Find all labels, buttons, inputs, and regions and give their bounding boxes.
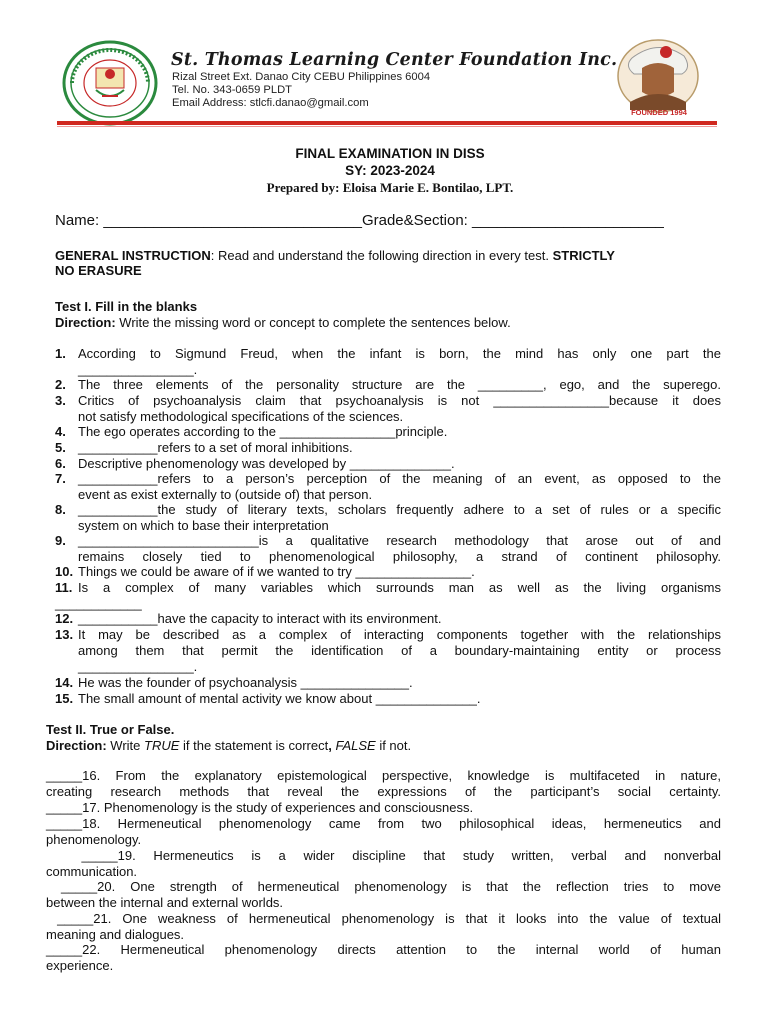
- fill-blank-question-line: The three elements of the personality structure are the _________, ego, and the superego.: [78, 377, 721, 392]
- school-address: Rizal Street Ext. Danao City CEBU Philippines 6004: [172, 71, 431, 83]
- fill-blank-question-line: He was the founder of psychoanalysis _______________.: [78, 675, 413, 690]
- fill-blank-question-line: According to Sigmund Freud, when the infant is born, the mind has only one part the: [78, 346, 721, 361]
- test2-direction-label: Direction:: [46, 738, 107, 753]
- test2-direction-post: if not.: [375, 738, 412, 753]
- test2-direction-comma: ,: [328, 738, 332, 753]
- true-false-question-line: _____21. One weakness of hermeneutical phenomenology is that it looks into the value of textual: [46, 911, 721, 926]
- general-instruction-text: : Read and understand the following direction in every test.: [210, 248, 553, 263]
- true-false-question-line: communication.: [46, 864, 138, 879]
- name-grade-field[interactable]: Name: _______________________________Grade&Section: _______________________: [55, 212, 664, 229]
- fill-blank-question-line: It may be described as a complex of interacting components together with the relationships: [78, 627, 721, 642]
- item-number: 3.: [55, 393, 66, 408]
- test2-direction: [46, 738, 411, 754]
- fill-blank-question-line: ____________: [55, 596, 142, 611]
- item-number: 12.: [55, 611, 74, 626]
- prepared-by: Prepared by: Eloisa Marie E. Bontilao, LPT.: [266, 180, 514, 195]
- fill-blank-question-line: The small amount of mental activity we know about ______________.: [78, 691, 481, 706]
- exam-title: FINAL EXAMINATION IN DISS: [295, 146, 485, 161]
- fill-blank-question-line: _________________________is a qualitative research methodology that arose out of and: [78, 533, 721, 548]
- item-number: 4.: [55, 424, 66, 439]
- item-number: 15.: [55, 691, 74, 706]
- school-seal-logo: [62, 40, 158, 126]
- item-number: 10.: [55, 564, 74, 579]
- test1-direction: [55, 315, 511, 331]
- item-number: 1.: [55, 346, 66, 361]
- test1-direction-label: Direction:: [55, 315, 116, 330]
- test2-title: Test II. True or False.: [46, 722, 175, 737]
- true-false-question-line: _____22. Hermeneutical phenomenology directs attention to the internal world of human: [46, 942, 721, 957]
- fill-blank-question-line: ___________refers to a set of moral inhibitions.: [78, 440, 353, 455]
- fill-blank-question-line: not satisfy methodological specifications of the sciences.: [78, 409, 404, 424]
- fill-blank-question-line: ___________the study of literary texts, scholars frequently adhere to a set of rules or a specific: [78, 502, 721, 517]
- item-number: 13.: [55, 627, 74, 642]
- item-number: 9.: [55, 533, 66, 548]
- general-instruction-label: GENERAL INSTRUCTION: [55, 248, 211, 263]
- fill-blank-question-line: Is a complex of many variables which surrounds man as well as the living organisms: [78, 580, 721, 595]
- item-number: 6.: [55, 456, 66, 471]
- fill-blank-question-line: Things we could be aware of if we wanted to try ________________.: [78, 564, 475, 579]
- true-false-question-line: _____16. From the explanatory epistemological perspective, knowledge is multifaceted in nature,: [46, 768, 721, 783]
- fill-blank-question-line: ___________have the capacity to interact with its environment.: [78, 611, 442, 626]
- item-number: 7.: [55, 471, 66, 486]
- header-divider: [57, 121, 717, 125]
- test2-direction-true: TRUE: [144, 738, 180, 753]
- fill-blank-question-line: Critics of psychoanalysis claim that psychoanalysis is not ________________because it does: [78, 393, 721, 408]
- item-number: 5.: [55, 440, 66, 455]
- item-number: 8.: [55, 502, 66, 517]
- true-false-question-line: _____20. One strength of hermeneutical phenomenology is that the reflection tries to move: [46, 879, 721, 894]
- true-false-question-line: between the internal and external worlds.: [46, 895, 284, 910]
- true-false-question-line: _____17. Phenomenology is the study of experiences and consciousness.: [46, 800, 474, 815]
- true-false-question-line: phenomenology.: [46, 832, 142, 847]
- fill-blank-question-line: system on which to base their interpretation: [78, 518, 329, 533]
- school-name: St. Thomas Learning Center Foundation Inc.: [171, 50, 618, 70]
- item-number: 14.: [55, 675, 74, 690]
- test1-title: Test I. Fill in the blanks: [55, 299, 198, 314]
- true-false-question-line: creating research methods that reveal the expressions of the participant’s social certainty.: [46, 784, 721, 799]
- fill-blank-question-line: ___________refers to a person’s perception of the meaning of an event, as opposed to the: [78, 471, 721, 486]
- header-divider-shadow: [57, 126, 717, 127]
- fill-blank-question-line: Descriptive phenomenology was developed by ______________.: [78, 456, 455, 471]
- school-year: SY: 2023-2024: [345, 163, 435, 178]
- test2-direction-mid: if the statement is correct: [179, 738, 329, 753]
- general-instruction-emphasis-2: NO ERASURE: [55, 263, 142, 278]
- school-email: Email Address: stlcfi.danao@gmail.com: [172, 97, 369, 109]
- school-telephone: Tel. No. 343-0659 PLDT: [172, 84, 293, 96]
- true-false-question-line: experience.: [46, 958, 114, 973]
- item-number: 11.: [55, 580, 73, 595]
- fill-blank-question-line: remains closely tied to phenomenological philosophy, a strand of continent philosophy.: [78, 549, 721, 564]
- true-false-question-line: _____19. Hermeneutics is a wider discipline that study written, verbal and nonverbal: [46, 848, 721, 863]
- test2-direction-pre: Write: [106, 738, 144, 753]
- founded-year: FOUNDED 1994: [631, 108, 687, 117]
- test2-direction-false: FALSE: [331, 738, 376, 753]
- true-false-question-line: _____18. Hermeneutical phenomenology came from two philosophical ideas, hermeneutics and: [46, 816, 721, 831]
- general-instruction: [55, 248, 615, 264]
- fill-blank-question-line: among them that permit the identification of a boundary-maintaining entity or process: [78, 643, 721, 658]
- fill-blank-question-line: The ego operates according to the ________________principle.: [78, 424, 448, 439]
- general-instruction-emphasis: STRICTLY: [552, 248, 615, 263]
- true-false-question-line: meaning and dialogues.: [46, 927, 185, 942]
- fill-blank-question-line: ________________.: [78, 362, 198, 377]
- test1-direction-text: Write the missing word or concept to complete the sentences below.: [115, 315, 511, 330]
- item-number: 2.: [55, 377, 66, 392]
- fill-blank-question-line: event as exist externally to (outside of) that person.: [78, 487, 373, 502]
- fill-blank-question-line: ________________.: [78, 659, 198, 674]
